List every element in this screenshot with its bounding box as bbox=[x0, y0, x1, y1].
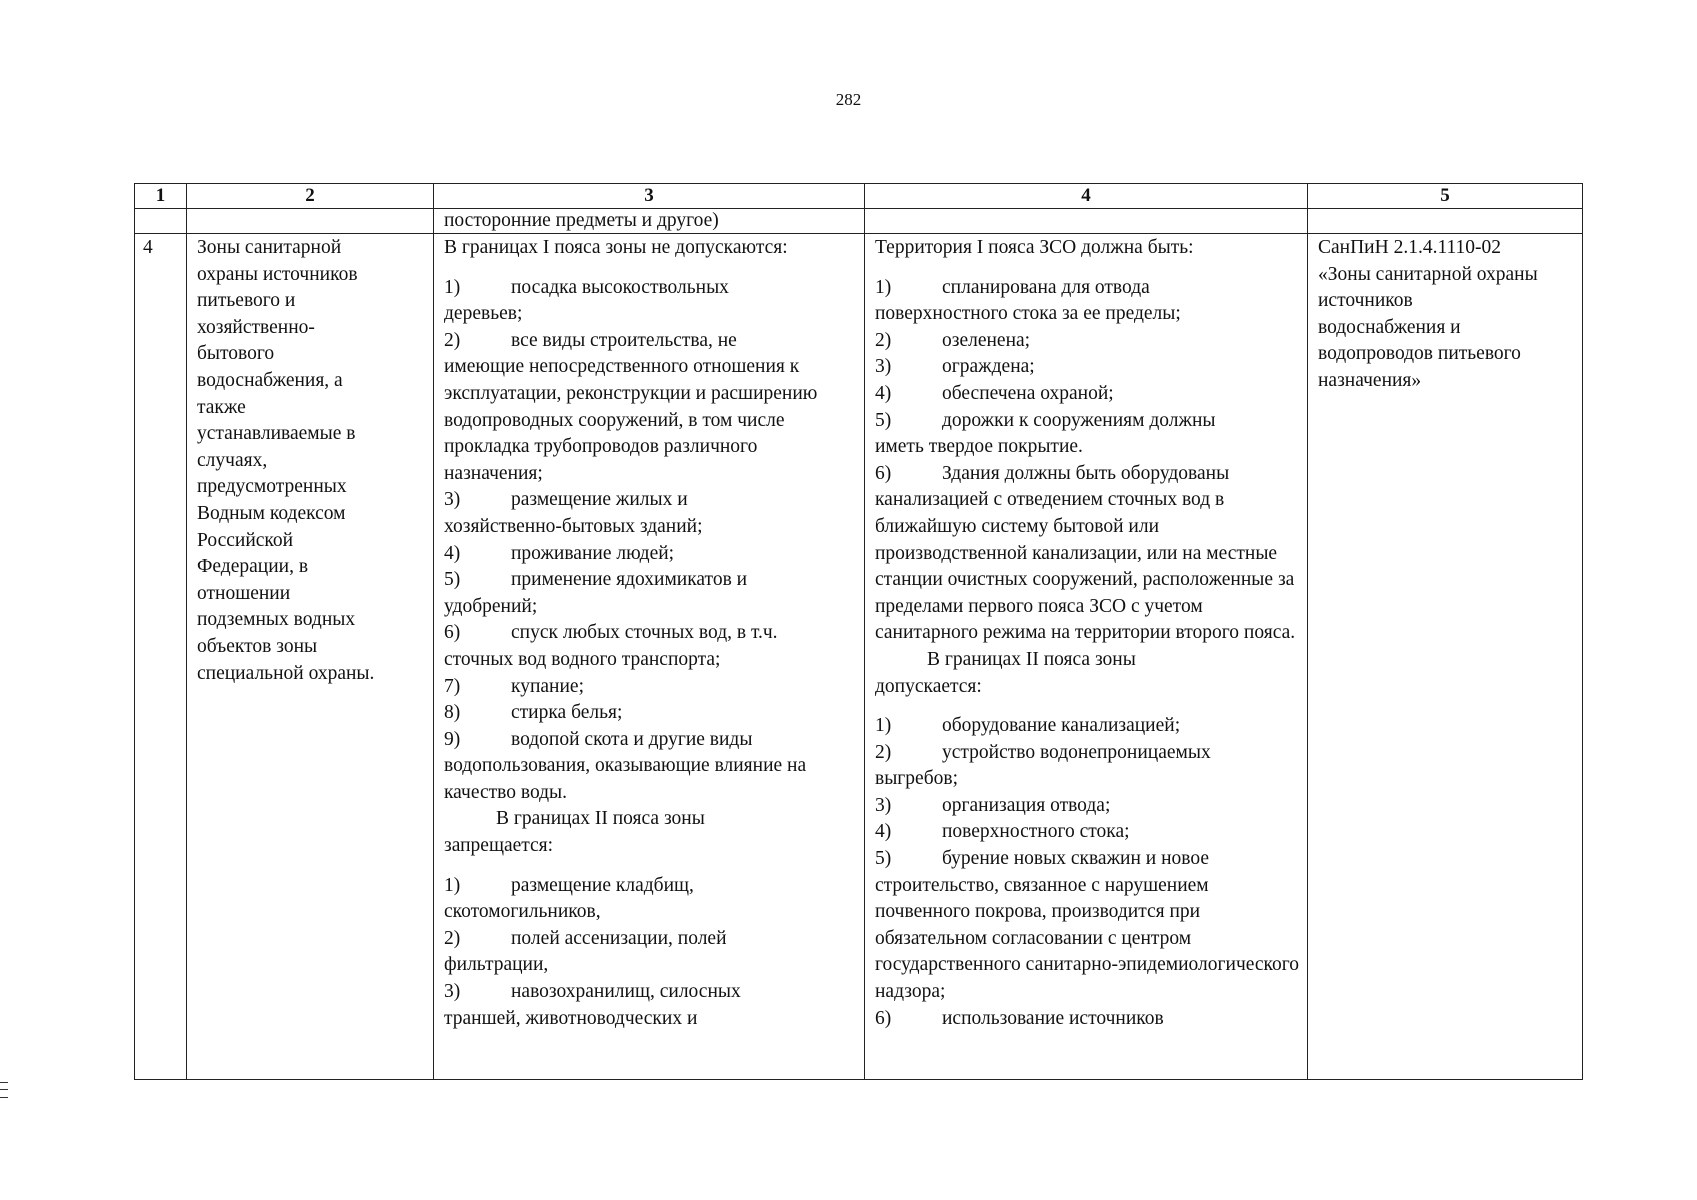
list-item bbox=[875, 354, 1300, 381]
list-item-text: поверхностного стока; bbox=[942, 821, 1130, 843]
list-item-number: 1) bbox=[875, 715, 892, 737]
list-item-text: бурение новых скважин и новое bbox=[942, 848, 1210, 870]
zone-name-line: устанавливаемые в bbox=[197, 423, 356, 445]
list-item-continuation: скотомогильников, bbox=[444, 901, 601, 923]
requirements-intro-2b: допускается: bbox=[875, 675, 982, 697]
restrictions-list-1 bbox=[444, 275, 857, 807]
list-item-text: все виды строительства, не bbox=[511, 329, 737, 351]
legal-basis-line: назначения» bbox=[1318, 369, 1422, 391]
column-header-3: 3 bbox=[434, 184, 865, 209]
list-item-text: обеспечена охраной; bbox=[942, 382, 1114, 404]
legal-basis-line: водоснабжения и bbox=[1318, 316, 1461, 338]
list-item-number: 3) bbox=[444, 981, 461, 1003]
list-item-number: 5) bbox=[875, 409, 892, 431]
list-item-continuation: поверхностного стока за ее пределы; bbox=[875, 303, 1181, 325]
zone-name-line: объектов зоны bbox=[197, 635, 318, 657]
table-row bbox=[135, 234, 1583, 1080]
list-item-text: озеленена; bbox=[942, 329, 1031, 351]
list-item-number: 6) bbox=[875, 1007, 892, 1029]
list-item-continuation: имеющие непосредственного отношения к эксплуатации, реконструкции и расширению водопроводных сооружений, в том числе прокладка трубопроводов различного назначения; bbox=[444, 356, 818, 484]
zone-name-line: Водным кодексом bbox=[197, 502, 346, 524]
list-item-number: 5) bbox=[875, 848, 892, 870]
list-item-number: 1) bbox=[875, 276, 892, 298]
list-item-number: 3) bbox=[444, 489, 461, 511]
list-item-number: 9) bbox=[444, 728, 461, 750]
list-item bbox=[444, 275, 857, 328]
list-item bbox=[444, 926, 857, 979]
continuation-cell-3: посторонние предметы и другое) bbox=[434, 209, 865, 234]
list-item-text: Здания должны быть оборудованы bbox=[942, 462, 1230, 484]
list-item-text: навозохранилищ, силосных bbox=[511, 981, 741, 1003]
list-item-text: дорожки к сооружениям должны bbox=[942, 409, 1216, 431]
margin-mark bbox=[0, 1082, 8, 1098]
list-item-number: 6) bbox=[875, 462, 892, 484]
requirements-list-1 bbox=[875, 275, 1300, 647]
list-item bbox=[875, 275, 1300, 328]
list-item-text: посадка высокоствольных bbox=[511, 276, 729, 298]
list-item bbox=[875, 740, 1300, 793]
list-item-continuation: траншей, животноводческих и bbox=[444, 1007, 698, 1029]
zone-name-line: бытового bbox=[197, 343, 275, 365]
list-item-number: 1) bbox=[444, 874, 461, 896]
restrictions-cell bbox=[434, 234, 865, 1080]
list-item-number: 5) bbox=[444, 569, 461, 591]
legal-basis-line: «Зоны санитарной охраны bbox=[1318, 263, 1538, 285]
zone-name-line: специальной охраны. bbox=[197, 662, 375, 684]
column-header-4: 4 bbox=[865, 184, 1308, 209]
legal-basis-text bbox=[1318, 235, 1575, 395]
zone-name-line: предусмотренных bbox=[197, 476, 347, 498]
legal-basis-line: источников bbox=[1318, 290, 1413, 312]
list-item-text: оборудование канализацией; bbox=[942, 715, 1181, 737]
requirements-intro-1: Территория I пояса ЗСО должна быть: bbox=[875, 237, 1194, 258]
list-item-text: проживание людей; bbox=[511, 542, 675, 564]
continuation-cell-5 bbox=[1308, 209, 1583, 234]
list-item-number: 3) bbox=[875, 356, 892, 378]
zone-name-cell bbox=[187, 234, 434, 1080]
regulation-table bbox=[134, 183, 1583, 1080]
restrictions-list-2 bbox=[444, 873, 857, 1033]
list-item bbox=[875, 713, 1300, 740]
zone-name-line: охраны источников bbox=[197, 263, 358, 285]
list-item bbox=[875, 381, 1300, 408]
restrictions-intro-2a: В границах II пояса зоны bbox=[496, 808, 705, 830]
list-item-number: 2) bbox=[875, 741, 892, 763]
list-item-text: размещение кладбищ, bbox=[511, 874, 694, 896]
list-item bbox=[875, 328, 1300, 355]
list-item bbox=[444, 674, 857, 701]
list-item-text: полей ассенизации, полей bbox=[511, 927, 727, 949]
zone-name-line: питьевого и bbox=[197, 290, 296, 312]
list-item bbox=[875, 1006, 1300, 1033]
list-item-number: 4) bbox=[444, 542, 461, 564]
list-item bbox=[444, 700, 857, 727]
list-item-continuation: удобрений; bbox=[444, 595, 538, 617]
list-item bbox=[444, 727, 857, 807]
list-item-text: устройство водонепроницаемых bbox=[942, 741, 1211, 763]
list-item-continuation: канализацией с отведением сточных вод в ближайшую систему бытовой или производственной канализации, или на местные станции очистных сооружений, расположенные за пределами первого пояса ЗСО с учетом санитарного режима на территории второго пояса. bbox=[875, 489, 1296, 644]
column-header-2: 2 bbox=[187, 184, 434, 209]
list-item-number: 6) bbox=[444, 622, 461, 644]
list-item-continuation: водопользования, оказывающие влияние на качество воды. bbox=[444, 755, 807, 803]
continuation-cell-4 bbox=[865, 209, 1308, 234]
list-item-text: применение ядохимикатов и bbox=[511, 569, 748, 591]
list-item-continuation: фильтрации, bbox=[444, 954, 549, 976]
zone-name-line: Российской bbox=[197, 529, 294, 551]
legal-basis-cell bbox=[1308, 234, 1583, 1080]
requirements-cell bbox=[865, 234, 1308, 1080]
list-item-text: спланирована для отвода bbox=[942, 276, 1150, 298]
list-item-number: 2) bbox=[875, 329, 892, 351]
list-item bbox=[444, 567, 857, 620]
zone-name-text bbox=[197, 235, 426, 687]
list-item-continuation: хозяйственно-бытовых зданий; bbox=[444, 515, 703, 537]
list-item-number: 2) bbox=[444, 927, 461, 949]
list-item-text: использование источников bbox=[942, 1007, 1164, 1029]
list-item bbox=[444, 541, 857, 568]
requirements-intro-2a: В границах II пояса зоны bbox=[927, 648, 1136, 670]
list-item-number: 4) bbox=[875, 821, 892, 843]
continuation-cell-1 bbox=[135, 209, 187, 234]
list-item-text: стирка белья; bbox=[511, 702, 623, 724]
list-item bbox=[444, 328, 857, 488]
zone-name-line: отношении bbox=[197, 582, 291, 604]
continuation-cell-2 bbox=[187, 209, 434, 234]
list-item-number: 3) bbox=[875, 794, 892, 816]
list-item-number: 2) bbox=[444, 329, 461, 351]
zone-name-line: водоснабжения, а bbox=[197, 369, 343, 391]
row-number: 4 bbox=[135, 234, 187, 1080]
list-item-number: 4) bbox=[875, 382, 892, 404]
list-item bbox=[875, 461, 1300, 647]
list-item-text: спуск любых сточных вод, в т.ч. bbox=[511, 622, 778, 644]
zone-name-line: подземных водных bbox=[197, 609, 356, 631]
list-item bbox=[444, 979, 857, 1032]
list-item bbox=[875, 408, 1300, 461]
list-item-text: ограждена; bbox=[942, 356, 1035, 378]
list-item-text: водопой скота и другие виды bbox=[511, 728, 753, 750]
legal-basis-line: СанПиН 2.1.4.1110-02 bbox=[1318, 237, 1501, 258]
zone-name-line: также bbox=[197, 396, 246, 418]
list-item-continuation: сточных вод водного транспорта; bbox=[444, 648, 721, 670]
list-item bbox=[875, 846, 1300, 1006]
table-header-row bbox=[135, 184, 1583, 209]
requirements-list-2 bbox=[875, 713, 1300, 1032]
list-item-text: размещение жилых и bbox=[511, 489, 688, 511]
list-item bbox=[444, 487, 857, 540]
list-item-continuation: выгребов; bbox=[875, 768, 959, 790]
list-item-continuation: строительство, связанное с нарушением почвенного покрова, производится при обязательном согласовании с центром государственного санитарно-эпидемиологического надзора; bbox=[875, 874, 1300, 1003]
list-item-text: организация отвода; bbox=[942, 794, 1111, 816]
restrictions-intro-1: В границах I пояса зоны не допускаются: bbox=[444, 237, 788, 258]
zone-name-line: Федерации, в bbox=[197, 556, 309, 578]
restrictions-intro-2b: запрещается: bbox=[444, 835, 554, 857]
continuation-row bbox=[135, 209, 1583, 234]
page-number: 282 bbox=[835, 90, 862, 109]
list-item bbox=[444, 873, 857, 926]
list-item-number: 1) bbox=[444, 276, 461, 298]
zone-name-line: случаях, bbox=[197, 449, 268, 471]
list-item-number: 8) bbox=[444, 702, 461, 724]
column-header-1: 1 bbox=[135, 184, 187, 209]
list-item-continuation: деревьев; bbox=[444, 303, 523, 325]
list-item-continuation: иметь твердое покрытие. bbox=[875, 436, 1083, 458]
zone-name-line: Зоны санитарной bbox=[197, 237, 342, 258]
list-item bbox=[444, 620, 857, 673]
list-item bbox=[875, 819, 1300, 846]
legal-basis-line: водопроводов питьевого bbox=[1318, 343, 1521, 365]
list-item-text: купание; bbox=[511, 675, 584, 697]
zone-name-line: хозяйственно- bbox=[197, 316, 315, 338]
column-header-5: 5 bbox=[1308, 184, 1583, 209]
list-item-number: 7) bbox=[444, 675, 461, 697]
list-item bbox=[875, 793, 1300, 820]
